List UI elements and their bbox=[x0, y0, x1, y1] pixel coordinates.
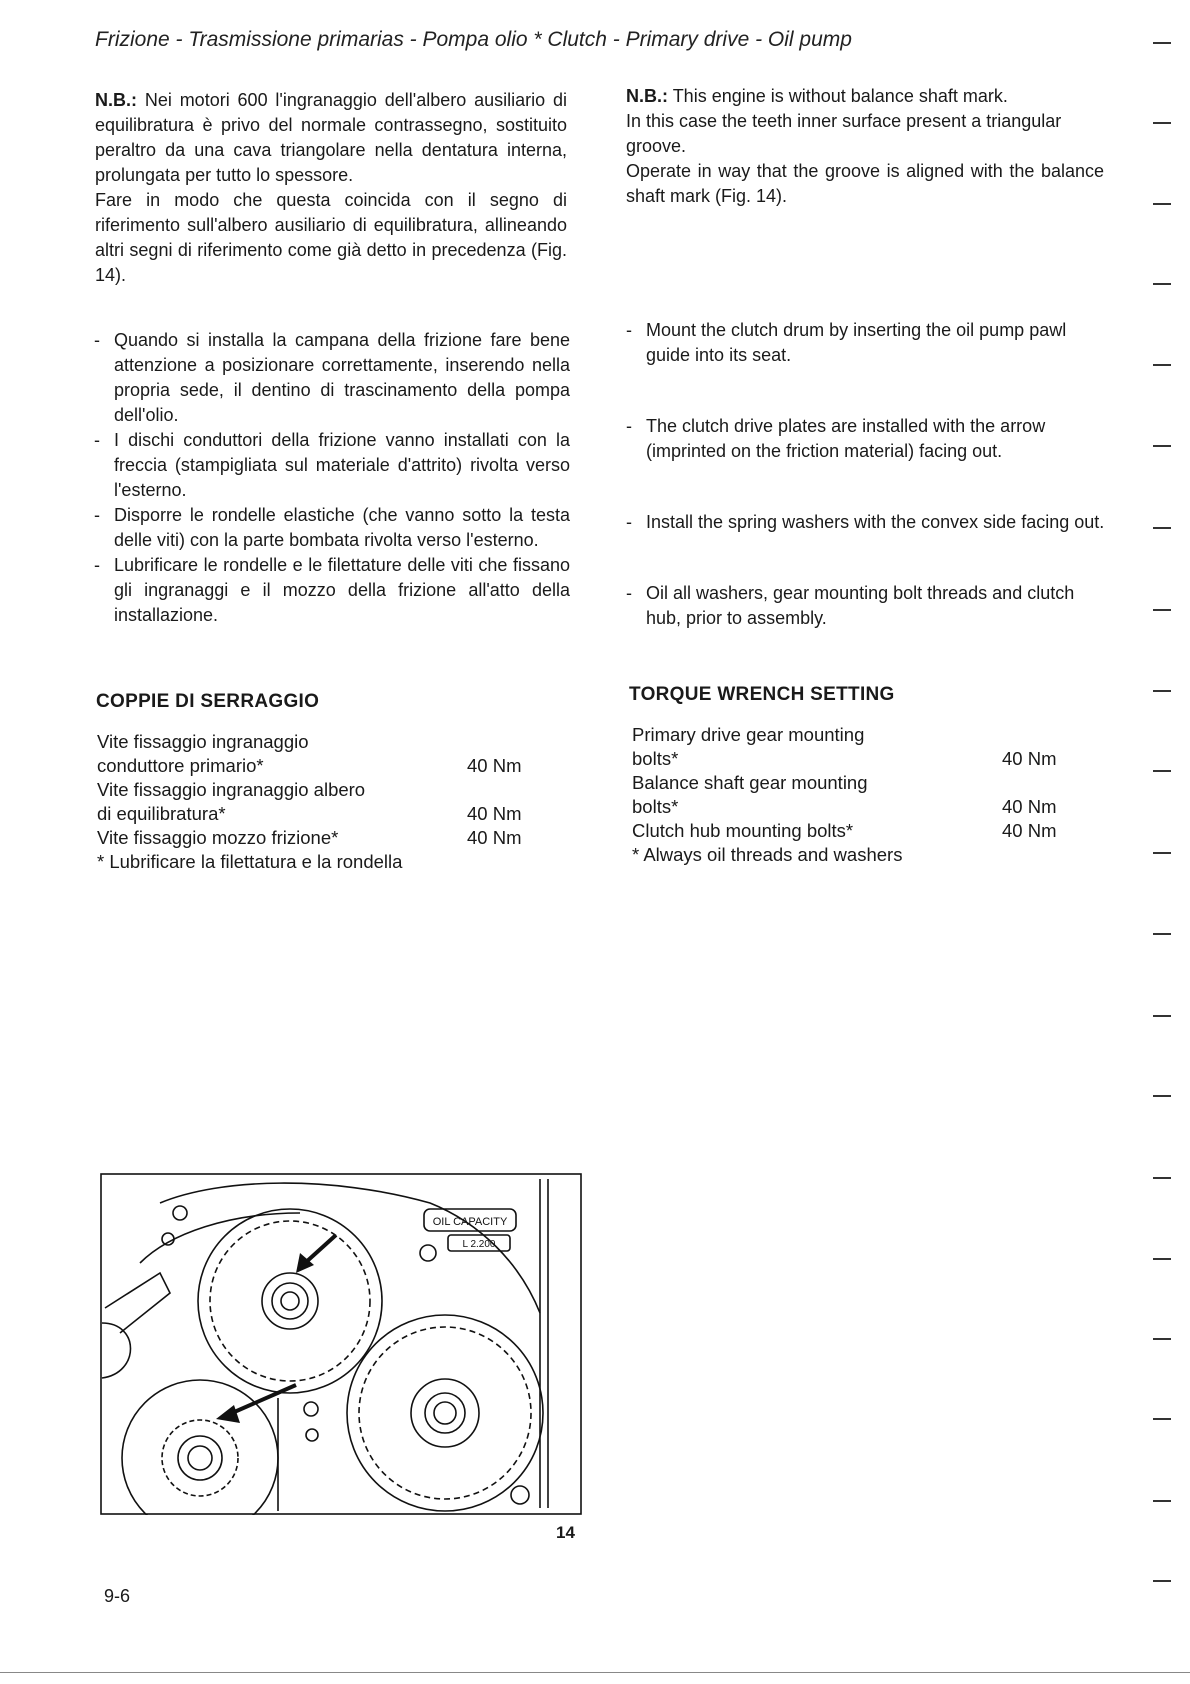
english-nb-text: This engine is without balance shaft mark. bbox=[672, 86, 1008, 106]
oil-capacity-label: OIL CAPACITY bbox=[432, 1216, 508, 1228]
margin-tick bbox=[1153, 42, 1171, 44]
torque-row-label: bolts* bbox=[632, 796, 679, 817]
torque-row-label: Primary drive gear mounting bbox=[632, 724, 865, 745]
margin-tick bbox=[1153, 933, 1171, 935]
engine-gear-diagram bbox=[100, 1173, 582, 1515]
primary-gear-nut bbox=[272, 1283, 308, 1319]
margin-tick bbox=[1153, 1015, 1171, 1017]
torque-row-value: 40 Nm bbox=[467, 755, 522, 776]
fitting-hole bbox=[420, 1245, 436, 1261]
margin-tick bbox=[1153, 445, 1171, 447]
italian-instruction-list bbox=[92, 328, 570, 628]
torque-note: * Always oil threads and washers bbox=[632, 844, 903, 865]
primary-gear-teeth bbox=[210, 1221, 370, 1381]
margin-tick bbox=[1153, 1177, 1171, 1179]
margin-tick bbox=[1153, 1258, 1171, 1260]
italian-nb-label: N.B.: bbox=[95, 90, 137, 110]
english-instruction-list bbox=[624, 318, 1108, 677]
torque-row-label: Vite fissaggio mozzo frizione* bbox=[97, 827, 339, 848]
balance-gear-bolt bbox=[188, 1446, 212, 1470]
italian-instruction-item: - Disporre le rondelle elastiche (che vanno sotto la testa delle viti) con la parte bombata rivolta verso l'esterno. bbox=[92, 503, 570, 553]
margin-tick bbox=[1153, 1500, 1171, 1502]
margin-tick bbox=[1153, 122, 1171, 124]
fitting-hole bbox=[306, 1429, 318, 1441]
margin-tick bbox=[1153, 690, 1171, 692]
bottom-rule bbox=[0, 1672, 1190, 1673]
english-nb-block bbox=[626, 84, 1104, 209]
clutch-hub-bolt bbox=[434, 1402, 456, 1424]
torque-note: * Lubrificare la filettatura e la rondella bbox=[97, 851, 403, 872]
italian-instruction-item: - Lubrificare le rondelle e le filettature delle viti che fissano gli ingranaggi e il mozzo della frizione all'atto della installazione. bbox=[92, 553, 570, 628]
italian-instruction-item: - Quando si installa la campana della frizione fare bene attenzione a posizionare correttamente, inserendo nella propria sede, il dentino di trascinamento della pompa dell'olio. bbox=[92, 328, 570, 428]
casing-rib bbox=[105, 1273, 170, 1333]
margin-tick bbox=[1153, 1338, 1171, 1340]
italian-nb-text: Nei motori 600 l'ingranaggio dell'albero ausiliario di equilibratura è privo del normale contrassegno, sostituito peraltro da una cava triangolare nella dentatura interna, prolungata per tutto lo spessore. bbox=[95, 90, 567, 185]
english-instruction-item: - The clutch drive plates are installed with the arrow (imprinted on the friction material) facing out. bbox=[624, 414, 1108, 464]
italian-torque-title: COPPIE DI SERRAGGIO bbox=[96, 691, 320, 712]
torque-row-value: 40 Nm bbox=[1002, 820, 1057, 841]
english-instruction-item: - Mount the clutch drum by inserting the oil pump pawl guide into its seat. bbox=[624, 318, 1108, 368]
primary-gear-bolt bbox=[281, 1292, 299, 1310]
margin-tick bbox=[1153, 527, 1171, 529]
fitting-hole bbox=[511, 1486, 529, 1504]
italian-torque-table bbox=[97, 730, 527, 874]
primary-gear-outer bbox=[198, 1209, 382, 1393]
clutch-gear-teeth bbox=[359, 1327, 531, 1499]
clutch-hub bbox=[411, 1379, 479, 1447]
torque-row-value: 40 Nm bbox=[467, 803, 522, 824]
torque-row-label: bolts* bbox=[632, 748, 679, 769]
balance-gear-outer bbox=[122, 1380, 278, 1515]
balance-gear-teeth bbox=[162, 1420, 238, 1496]
italian-instruction-item: - I dischi conduttori della frizione vanno installati con la freccia (stampigliata sul materiale d'attrito) rivolta verso l'esterno. bbox=[92, 428, 570, 503]
margin-tick bbox=[1153, 203, 1171, 205]
english-torque-title: TORQUE WRENCH SETTING bbox=[629, 684, 895, 705]
torque-row-value: 40 Nm bbox=[1002, 796, 1057, 817]
torque-row-label: Balance shaft gear mounting bbox=[632, 772, 868, 793]
torque-row-label: Vite fissaggio ingranaggio albero bbox=[97, 779, 366, 800]
torque-row-value: 40 Nm bbox=[1002, 748, 1057, 769]
torque-row-label: Clutch hub mounting bolts* bbox=[632, 820, 854, 841]
fitting-hole bbox=[173, 1206, 187, 1220]
english-nb-text3: Operate in way that the groove is aligned with the balance shaft mark (Fig. 14). bbox=[626, 161, 1104, 206]
page-number: 9-6 bbox=[104, 1586, 131, 1606]
oil-capacity-value: L 2.200 bbox=[462, 1239, 496, 1250]
italian-nb-text2: Fare in modo che questa coincida con il segno di riferimento sull'albero ausiliario di equilibratura, allineando altri segni di riferimento come già detto in precedenza (Fig. 14). bbox=[95, 190, 567, 285]
torque-row-label: di equilibratura* bbox=[97, 803, 226, 824]
torque-row-label: conduttore primario* bbox=[97, 755, 264, 776]
italian-nb-block bbox=[95, 88, 567, 288]
margin-tick bbox=[1153, 609, 1171, 611]
margin-tick bbox=[1153, 1580, 1171, 1582]
clutch-gear-outer bbox=[347, 1315, 543, 1511]
figure-number: 14 bbox=[556, 1523, 575, 1542]
torque-row-value: 40 Nm bbox=[467, 827, 522, 848]
clutch-hub-nut bbox=[425, 1393, 465, 1433]
primary-gear-hub bbox=[262, 1273, 318, 1329]
margin-tick bbox=[1153, 770, 1171, 772]
arrow-primary-line bbox=[305, 1235, 336, 1263]
english-instruction-item: - Install the spring washers with the convex side facing out. bbox=[624, 510, 1108, 535]
margin-tick bbox=[1153, 283, 1171, 285]
balance-gear-hub bbox=[178, 1436, 222, 1480]
margin-tick bbox=[1153, 364, 1171, 366]
torque-row-label: Vite fissaggio ingranaggio bbox=[97, 731, 309, 752]
casing-outline bbox=[140, 1213, 300, 1263]
fitting-hole bbox=[304, 1402, 318, 1416]
page-header-title: Frizione - Trasmissione primarias - Pompa olio * Clutch - Primary drive - Oil pump bbox=[95, 28, 852, 51]
margin-tick bbox=[1153, 1095, 1171, 1097]
english-nb-label: N.B.: bbox=[626, 86, 668, 106]
english-instruction-item: - Oil all washers, gear mounting bolt threads and clutch hub, prior to assembly. bbox=[624, 581, 1108, 631]
casing-cutout bbox=[102, 1323, 131, 1378]
margin-tick bbox=[1153, 1418, 1171, 1420]
english-torque-table bbox=[632, 723, 1062, 867]
arrow-balance-head bbox=[216, 1405, 240, 1423]
margin-tick bbox=[1153, 852, 1171, 854]
english-nb-text2: In this case the teeth inner surface present a triangular groove. bbox=[626, 111, 1062, 156]
